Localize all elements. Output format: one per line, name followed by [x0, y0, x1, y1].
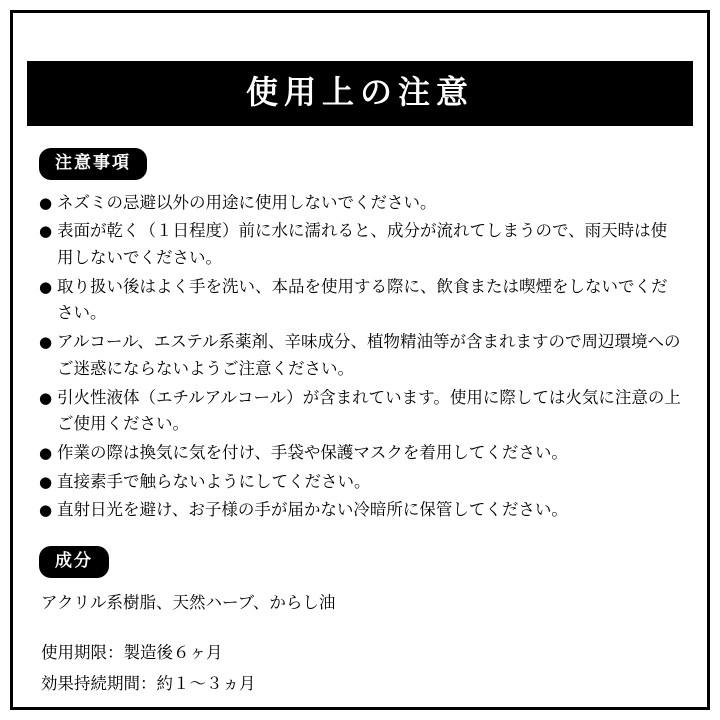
section-cautions: [27, 148, 693, 524]
list-item-text: 直射日光を避け、お子様の手が届かない冷暗所に保管してください。: [57, 500, 568, 520]
list-item-text: 引火性液体（エチルアルコール）が含まれています。使用に際しては火気に注意の上ご使用ください。: [57, 387, 681, 434]
ingredients-text: アクリル系樹脂、天然ハーブ、からし油: [41, 592, 336, 612]
section-heading-wrap-cautions: [39, 148, 681, 179]
section-ingredients: [27, 546, 693, 699]
page-content: [27, 27, 693, 693]
list-item-text: 取り扱い後はよく手を洗い、本品を使用する際に、飲食または喫煙をしないでください。: [57, 276, 668, 323]
caution-list: [39, 190, 681, 525]
list-item-text: アルコール、エステル系薬剤、辛味成分、植物精油等が含まれますので周辺環境へのご迷惑にならないようご注意ください。: [57, 332, 681, 378]
bullet-icon: ●: [39, 472, 53, 491]
section-heading-ingredients: 成分: [39, 546, 109, 577]
page-title-bar: [27, 61, 693, 126]
list-item-text: 直接素手で触らないようにしてください。: [57, 471, 371, 491]
bullet-icon: ●: [39, 277, 53, 296]
bullet-icon: ●: [39, 388, 53, 407]
list-item-text: 表面が乾く（１日程度）前に水に濡れると、成分が流れてしまうので、雨天時は使用しないでください。: [57, 221, 668, 268]
expiry-line: 使用期限：製造後６ヶ月: [41, 642, 223, 662]
bullet-icon: ●: [39, 222, 53, 241]
section-heading-cautions: 注意事項: [39, 148, 147, 179]
list-item: [39, 274, 681, 327]
bullet-icon: ●: [39, 333, 53, 352]
list-item: [39, 190, 681, 217]
duration-line: 効果持続期間：約１～３ヵ月: [41, 673, 256, 693]
product-meta: [39, 638, 681, 699]
section-heading-wrap-ingredients: [39, 546, 681, 577]
list-item: [39, 385, 681, 438]
list-item-text: 作業の際は換気に気を付け、手袋や保護マスクを着用してください。: [57, 443, 568, 463]
bullet-icon: ●: [39, 193, 53, 212]
bullet-icon: ●: [39, 501, 53, 520]
page-border: [10, 10, 710, 710]
list-item: [39, 440, 681, 467]
page-title: 使用上の注意: [245, 73, 474, 111]
list-item: [39, 218, 681, 271]
list-item-text: ネズミの忌避以外の用途に使用しないでください。: [57, 192, 437, 212]
list-item: [39, 469, 681, 496]
list-item: [39, 329, 681, 382]
bullet-icon: ●: [39, 444, 53, 463]
list-item: [39, 497, 681, 524]
